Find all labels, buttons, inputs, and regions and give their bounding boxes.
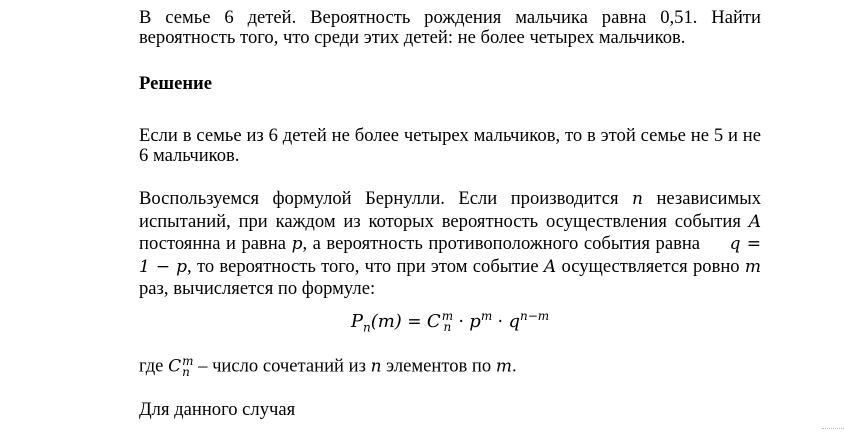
math-c-superscript: m (182, 354, 194, 368)
case-paragraph: Для данного случая (139, 399, 296, 420)
bernoulli-formula (139, 311, 761, 333)
math-c-subscript: n (182, 365, 190, 379)
text-span: Воспользуемся формулой Бернулли. Если производится (139, 188, 633, 209)
problem-statement: В семье 6 детей. Вероятность рождения мальчика равна 0,51. Найти вероятность того, что среди этих детей: не более четырех мальчиков. (139, 7, 761, 48)
math-q-expression: q = 1 − p (139, 234, 762, 277)
formula-q-base: q (508, 311, 520, 332)
formula-dot: · (492, 312, 509, 332)
formula-c-subscript: n (443, 320, 452, 334)
math-c-indices (182, 356, 193, 378)
math-variable-p: p (291, 234, 303, 254)
formula-c-superscript: m (441, 309, 454, 323)
formula-equals: = (401, 312, 427, 332)
formula-c-indices (442, 311, 453, 333)
formula-p-base: p (469, 311, 481, 332)
math-variable-a: A (748, 211, 761, 232)
math-variable-m: m (744, 256, 762, 277)
combinations-definition (139, 356, 761, 378)
text-span: раз, вычисляется по формуле: (139, 278, 376, 299)
formula-p: P (350, 311, 363, 332)
formula-p-exponent: m (480, 309, 493, 323)
formula-p-argument: (m) (370, 311, 402, 332)
bernoulli-paragraph (139, 188, 761, 301)
math-variable-n: n (632, 189, 643, 209)
math-variable-a: A (543, 256, 557, 277)
text-span: – число сочетаний из (193, 355, 371, 377)
math-variable-m: m (495, 356, 512, 377)
formula-dot: · (453, 312, 470, 332)
math-variable-n: n (370, 356, 382, 377)
text-span: , то вероятность того, что при этом событие (187, 255, 544, 277)
formula-q-exponent: n−m (519, 309, 550, 323)
formula-c: C (426, 311, 441, 332)
formula-p-subscript: n (362, 320, 371, 335)
solution-heading: Решение (139, 73, 212, 94)
text-span: , а вероятность противоположного события равна (302, 233, 706, 254)
condition-paragraph: Если в семье из 6 детей не более четырех мальчиков, то в этой семье не 5 и не 6 мальчиков. (139, 125, 761, 166)
text-span: . (511, 355, 517, 377)
text-span: элементов по (381, 355, 496, 377)
math-c: C (168, 356, 182, 377)
text-span: постоянна и равна (139, 233, 292, 254)
text-span: осуществляется ровно (556, 255, 745, 277)
text-span: где (139, 355, 169, 377)
text-span: независимых испытаний, при каждом из которых вероятность осуществления события (139, 188, 762, 232)
